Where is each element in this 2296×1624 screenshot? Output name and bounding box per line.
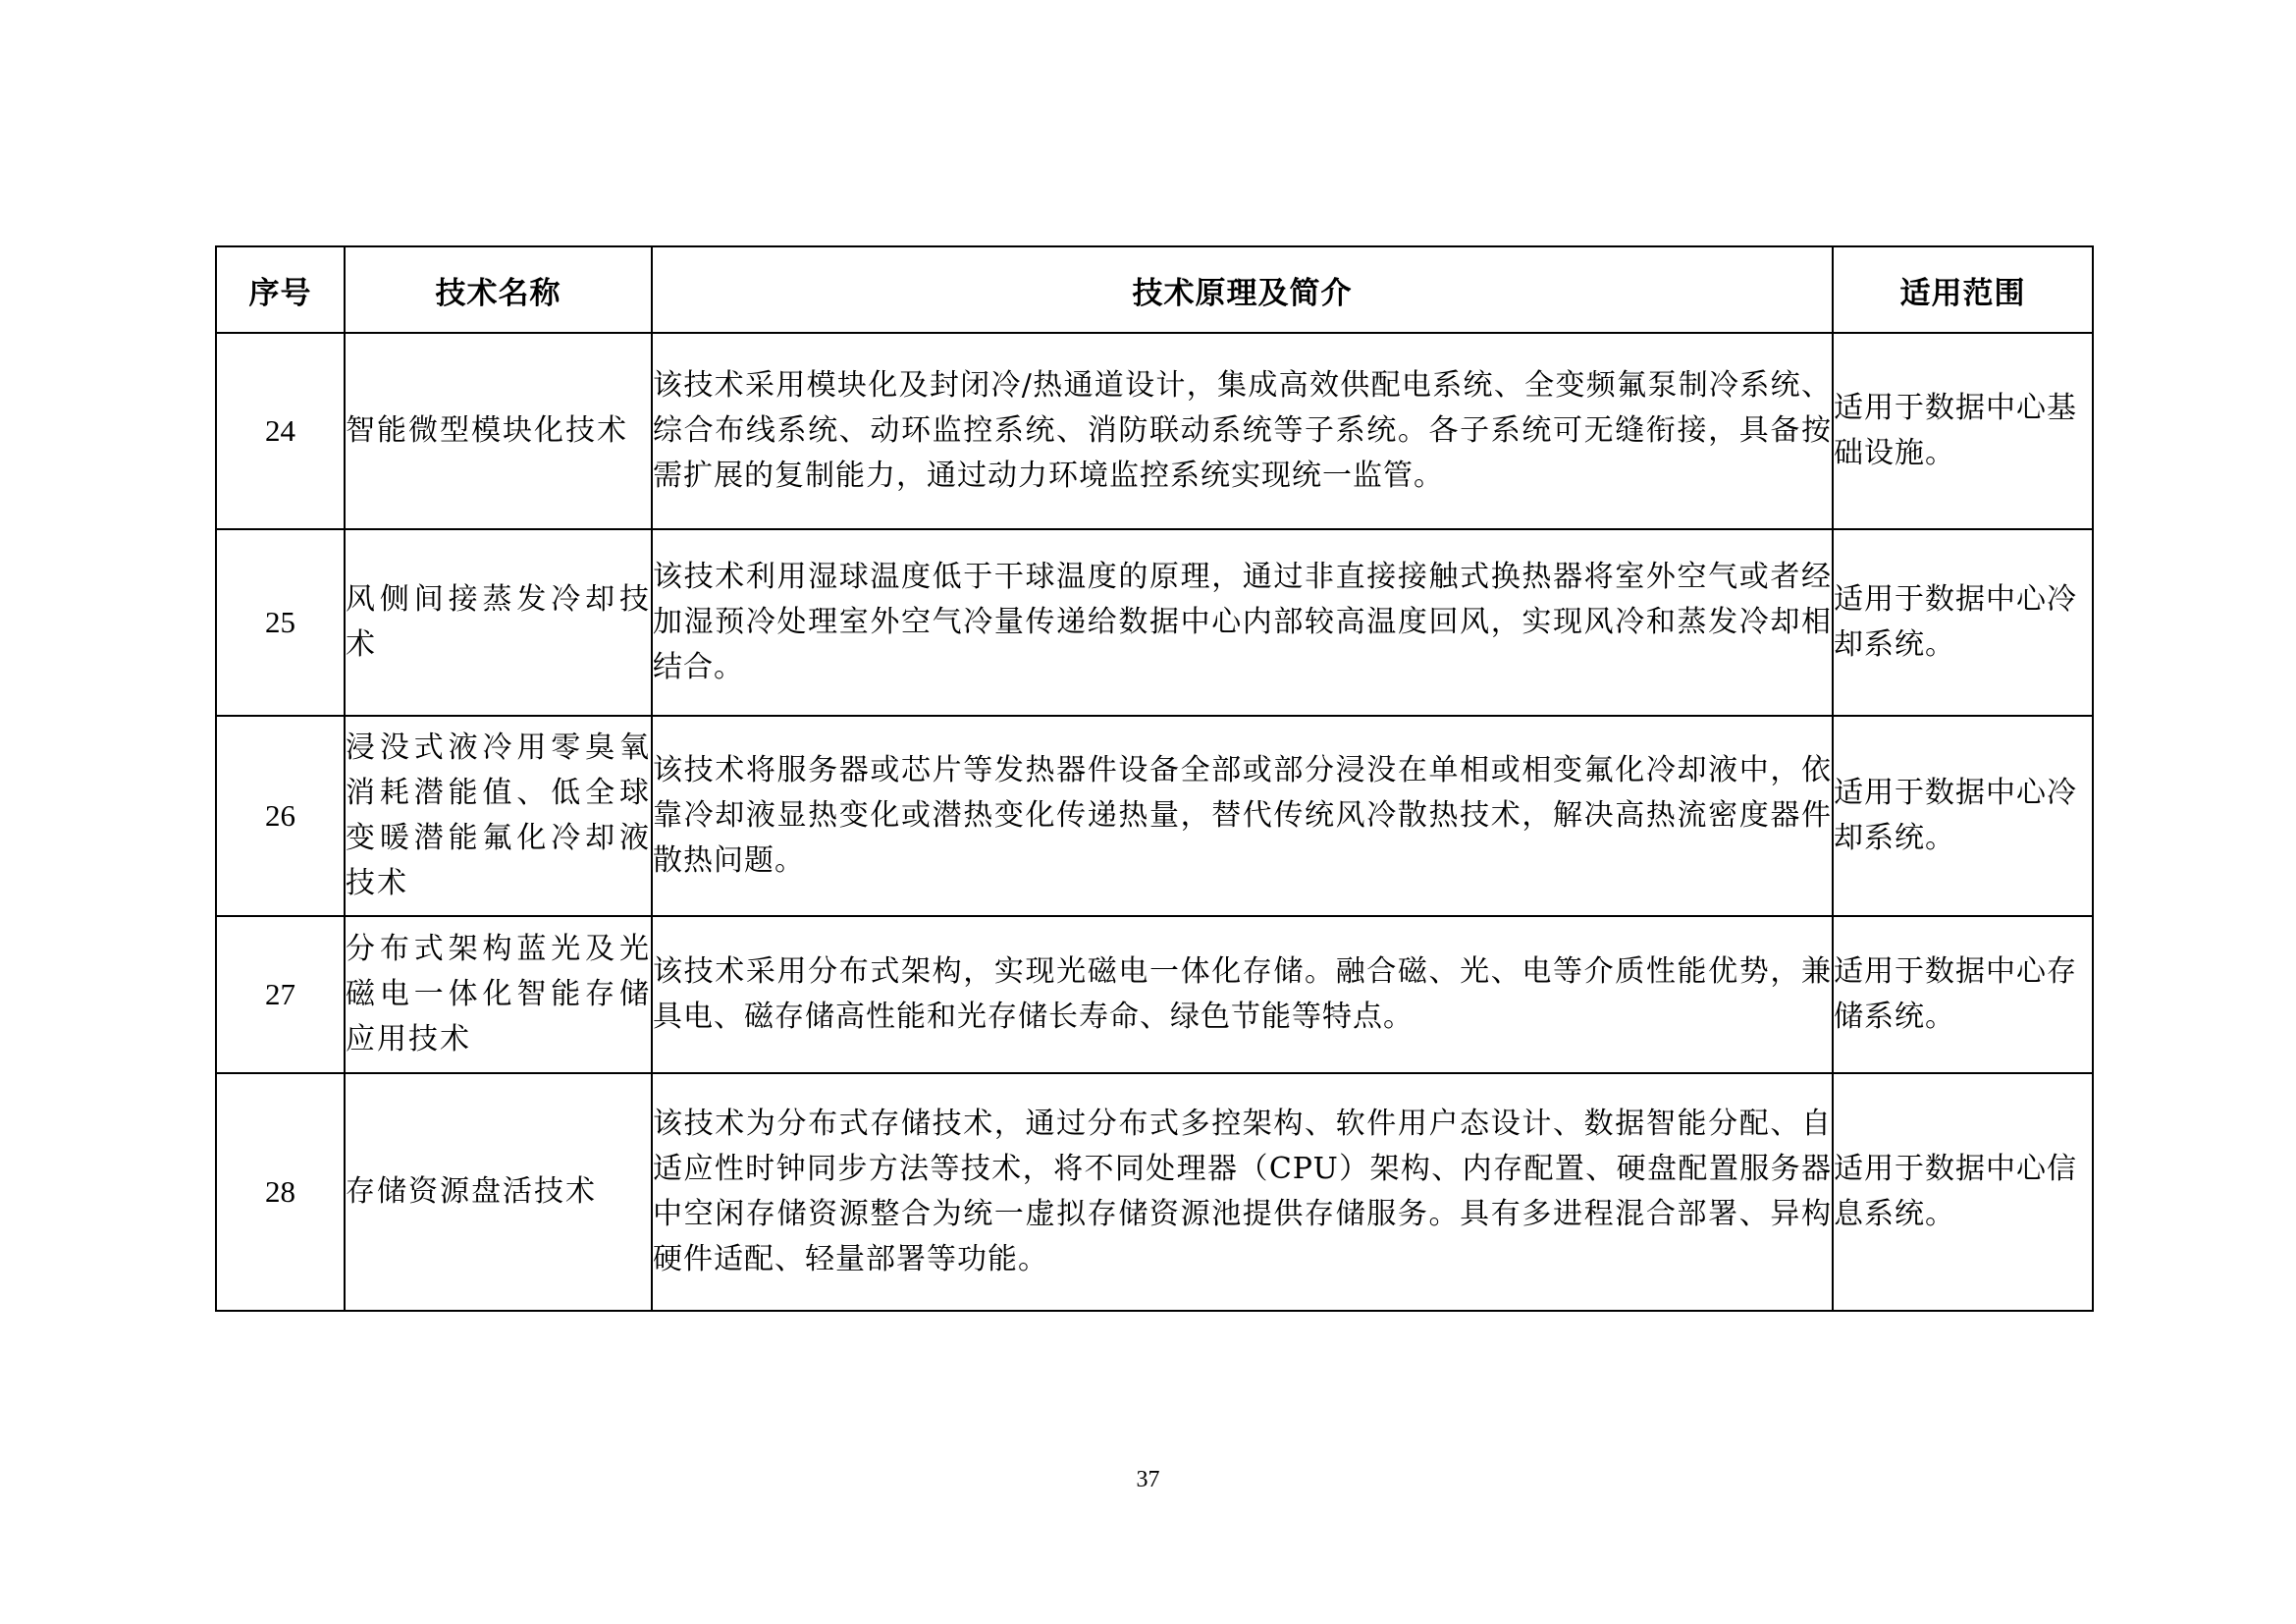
technology-table	[215, 245, 2094, 1312]
row-application-scope: 适用于数据中心冷却系统。	[1833, 529, 2093, 716]
row-technology-name: 浸没式液冷用零臭氧消耗潜能值、低全球变暖潜能氟化冷却液技术	[345, 716, 652, 916]
row-serial-number: 27	[216, 916, 345, 1073]
row-serial-number: 26	[216, 716, 345, 916]
table-row	[216, 716, 2093, 916]
row-serial-number: 24	[216, 333, 345, 529]
table-row	[216, 916, 2093, 1073]
row-serial-number: 28	[216, 1073, 345, 1311]
row-application-scope: 适用于数据中心基础设施。	[1833, 333, 2093, 529]
header-principle-description: 技术原理及简介	[652, 246, 1833, 333]
row-technology-name: 风侧间接蒸发冷却技术	[345, 529, 652, 716]
header-application-scope: 适用范围	[1833, 246, 2093, 333]
table-header-row	[216, 246, 2093, 333]
row-description: 该技术采用模块化及封闭冷/热通道设计，集成高效供配电系统、全变频氟泵制冷系统、综合布线系统、动环监控系统、消防联动系统等子系统。各子系统可无缝衔接，具备按需扩展的复制能力，通过动力环境监控系统实现统一监管。	[652, 333, 1833, 529]
header-serial-number: 序号	[216, 246, 345, 333]
row-description: 该技术采用分布式架构，实现光磁电一体化存储。融合磁、光、电等介质性能优势，兼具电、磁存储高性能和光存储长寿命、绿色节能等特点。	[652, 916, 1833, 1073]
row-application-scope: 适用于数据中心冷却系统。	[1833, 716, 2093, 916]
row-application-scope: 适用于数据中心存储系统。	[1833, 916, 2093, 1073]
row-description: 该技术为分布式存储技术，通过分布式多控架构、软件用户态设计、数据智能分配、自适应性时钟同步方法等技术，将不同处理器（CPU）架构、内存配置、硬盘配置服务器中空闲存储资源整合为统一虚拟存储资源池提供存储服务。具有多进程混合部署、异构硬件适配、轻量部署等功能。	[652, 1073, 1833, 1311]
table-row	[216, 1073, 2093, 1311]
row-technology-name: 存储资源盘活技术	[345, 1073, 652, 1311]
table-row	[216, 529, 2093, 716]
row-technology-name: 智能微型模块化技术	[345, 333, 652, 529]
row-description: 该技术将服务器或芯片等发热器件设备全部或部分浸没在单相或相变氟化冷却液中，依靠冷却液显热变化或潜热变化传递热量，替代传统风冷散热技术，解决高热流密度器件散热问题。	[652, 716, 1833, 916]
row-serial-number: 25	[216, 529, 345, 716]
table-row	[216, 333, 2093, 529]
row-description: 该技术利用湿球温度低于干球温度的原理，通过非直接接触式换热器将室外空气或者经加湿预冷处理室外空气冷量传递给数据中心内部较高温度回风，实现风冷和蒸发冷却相结合。	[652, 529, 1833, 716]
row-technology-name: 分布式架构蓝光及光磁电一体化智能存储应用技术	[345, 916, 652, 1073]
page-number: 37	[1136, 1467, 1160, 1492]
row-application-scope: 适用于数据中心信息系统。	[1833, 1073, 2093, 1311]
header-technology-name: 技术名称	[345, 246, 652, 333]
